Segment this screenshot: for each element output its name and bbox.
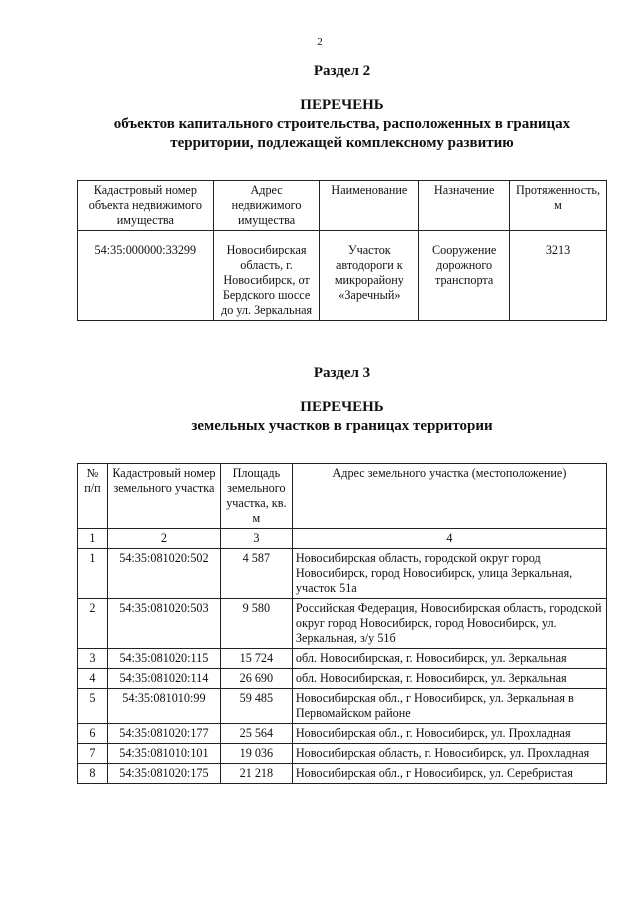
table-row <box>78 231 607 321</box>
cell-address: Новосибирская обл., г Новосибирск, ул. Серебристая <box>292 764 606 784</box>
cell-address: Российская Федерация, Новосибирская область, городской округ город Новосибирск, город Новосибирск, ул. Зеркальная, з/у 51б <box>292 599 606 649</box>
cell-cadastral: 54:35:081020:175 <box>107 764 220 784</box>
cell-length: 3213 <box>510 231 607 321</box>
section-3-title: Раздел 3 <box>313 365 371 381</box>
column-number: 3 <box>220 529 292 549</box>
cell-area: 19 036 <box>220 744 292 764</box>
cell-area: 15 724 <box>220 649 292 669</box>
column-header-cadastral: Кадастровый номер объекта недвижимого имущества <box>78 181 214 231</box>
capital-objects-table <box>77 180 607 321</box>
cell-cadastral: 54:35:081010:101 <box>107 744 220 764</box>
cell-cadastral: 54:35:081020:502 <box>107 549 220 599</box>
section-2-title: Раздел 2 <box>313 63 371 79</box>
column-header-number: № п/п <box>78 464 108 529</box>
cell-number: 3 <box>78 649 108 669</box>
column-header-purpose: Назначение <box>419 181 510 231</box>
column-number-row <box>78 529 607 549</box>
cell-area: 26 690 <box>220 669 292 689</box>
cell-number: 7 <box>78 744 108 764</box>
column-header-cadastral: Кадастровый номер земельного участка <box>107 464 220 529</box>
cell-area: 4 587 <box>220 549 292 599</box>
cell-cadastral: 54:35:081020:503 <box>107 599 220 649</box>
column-header-address: Адрес недвижимого имущества <box>213 181 320 231</box>
cell-address: Новосибирская обл., г. Новосибирск, ул. Прохладная <box>292 724 606 744</box>
cell-number: 8 <box>78 764 108 784</box>
cell-area: 9 580 <box>220 599 292 649</box>
section-3-heading: ПЕРЕЧЕНЬ <box>300 399 384 415</box>
cell-address: Новосибирская область, городской округ город Новосибирск, город Новосибирск, улица Зеркальная, участок 51а <box>292 549 606 599</box>
column-header-name: Наименование <box>320 181 419 231</box>
section-2-subheading-line1: объектов капитального строительства, расположенных в границах <box>113 116 571 132</box>
cell-number: 1 <box>78 549 108 599</box>
cell-purpose: Сооружение дорожного транспорта <box>419 231 510 321</box>
land-plots-table <box>77 463 607 784</box>
table-row <box>78 764 607 784</box>
cell-address: Новосибирская область, г. Новосибирск, ул. Прохладная <box>292 744 606 764</box>
column-header-area: Площадь земельного участка, кв. м <box>220 464 292 529</box>
column-number: 2 <box>107 529 220 549</box>
table-header-row <box>78 181 607 231</box>
table-row <box>78 549 607 599</box>
cell-cadastral: 54:35:081020:114 <box>107 669 220 689</box>
table-row <box>78 724 607 744</box>
cell-address: обл. Новосибирская, г. Новосибирск, ул. Зеркальная <box>292 649 606 669</box>
column-header-address: Адрес земельного участка (местоположение) <box>292 464 606 529</box>
cell-number: 5 <box>78 689 108 724</box>
table-header-row <box>78 464 607 529</box>
cell-number: 2 <box>78 599 108 649</box>
table-row <box>78 744 607 764</box>
table-row <box>78 689 607 724</box>
section-2-subheading-line2: территории, подлежащей комплексному развитию <box>170 135 514 151</box>
section-2-heading: ПЕРЕЧЕНЬ <box>300 97 384 113</box>
cell-address: обл. Новосибирская, г. Новосибирск, ул. Зеркальная <box>292 669 606 689</box>
table-row <box>78 599 607 649</box>
cell-area: 21 218 <box>220 764 292 784</box>
section-3-subheading: земельных участков в границах территории <box>191 418 493 434</box>
column-number: 4 <box>292 529 606 549</box>
table-row <box>78 649 607 669</box>
cell-name: Участок автодороги к микрорайону «Заречный» <box>320 231 419 321</box>
table-row <box>78 669 607 689</box>
cell-cadastral: 54:35:081020:115 <box>107 649 220 669</box>
cell-number: 6 <box>78 724 108 744</box>
cell-cadastral: 54:35:000000:33299 <box>78 231 214 321</box>
cell-area: 59 485 <box>220 689 292 724</box>
cell-address: Новосибирская область, г. Новосибирск, от Бердского шоссе до ул. Зеркальная <box>213 231 320 321</box>
cell-address: Новосибирская обл., г Новосибирск, ул. Зеркальная в Первомайском районе <box>292 689 606 724</box>
column-header-length: Протяженность, м <box>510 181 607 231</box>
cell-cadastral: 54:35:081020:177 <box>107 724 220 744</box>
cell-area: 25 564 <box>220 724 292 744</box>
cell-number: 4 <box>78 669 108 689</box>
column-number: 1 <box>78 529 108 549</box>
cell-cadastral: 54:35:081010:99 <box>107 689 220 724</box>
page-number: 2 <box>317 36 323 48</box>
